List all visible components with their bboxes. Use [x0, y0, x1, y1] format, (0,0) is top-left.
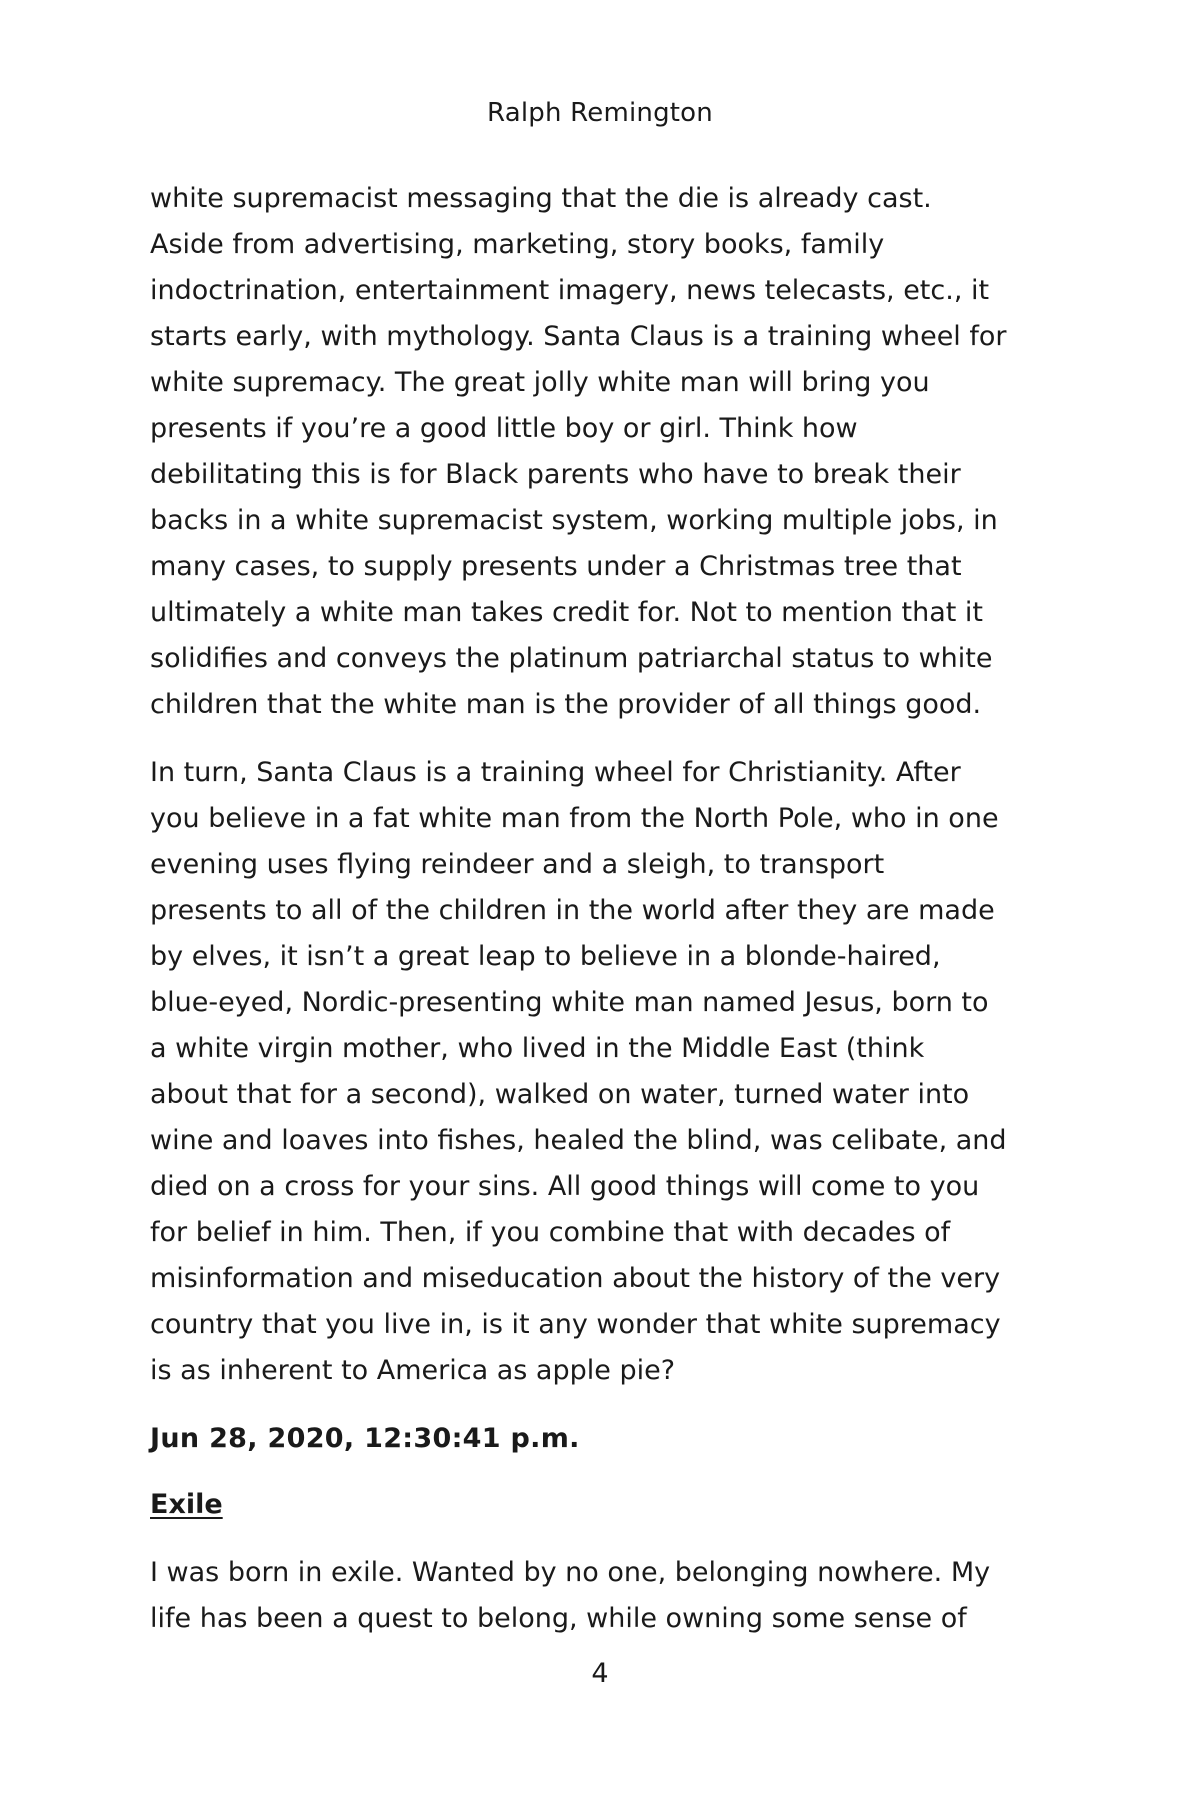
paragraph-line: is as inherent to America as apple pie?	[150, 1355, 676, 1386]
paragraph-line: for belief in him. Then, if you combine that with decades of	[150, 1217, 951, 1248]
paragraph-line: wine and loaves into fishes, healed the blind, was celibate, and	[150, 1125, 1007, 1156]
paragraph-line: white supremacy. The great jolly white man will bring you	[150, 367, 930, 398]
paragraph-line: country that you live in, is it any wonder that white supremacy	[150, 1309, 1001, 1340]
paragraph-line: died on a cross for your sins. All good things will come to you	[150, 1171, 980, 1202]
paragraph-line: I was born in exile. Wanted by no one, belonging nowhere. My	[150, 1557, 991, 1588]
page-number: 4	[591, 1658, 609, 1689]
paragraph-line: ultimately a white man takes credit for. Not to mention that it	[150, 597, 984, 628]
paragraph-line: evening uses flying reindeer and a sleigh, to transport	[150, 849, 885, 880]
paragraph-line: solidifies and conveys the platinum patriarchal status to white	[150, 643, 993, 674]
paragraph-line: children that the white man is the provider of all things good.	[150, 689, 982, 720]
body-text	[150, 176, 1050, 1642]
paragraph-line: In turn, Santa Claus is a training wheel for Christianity. After	[150, 757, 961, 788]
paragraph-line: indoctrination, entertainment imagery, news telecasts, etc., it	[150, 275, 990, 306]
paragraph-line: presents if you’re a good little boy or girl. Think how	[150, 413, 858, 444]
paragraph-line: presents to all of the children in the world after they are made	[150, 895, 995, 926]
paragraph-line: by elves, it isn’t a great leap to believe in a blonde-haired,	[150, 941, 941, 972]
paragraph-line: backs in a white supremacist system, working multiple jobs, in	[150, 505, 998, 536]
section-heading: Exile	[150, 1489, 223, 1520]
running-header-author: Ralph Remington	[487, 98, 713, 128]
paragraph-line: a white virgin mother, who lived in the Middle East (think	[150, 1033, 925, 1064]
paragraph-2	[150, 750, 1050, 1394]
paragraph-line: many cases, to supply presents under a Christmas tree that	[150, 551, 962, 582]
paragraph-line: misinformation and miseducation about the history of the very	[150, 1263, 1001, 1294]
paragraph-line: life has been a quest to belong, while owning some sense of	[150, 1603, 967, 1634]
paragraph-line: white supremacist messaging that the die is already cast.	[150, 183, 932, 214]
paragraph-3	[150, 1550, 1050, 1642]
paragraph-line: you believe in a fat white man from the North Pole, who in one	[150, 803, 999, 834]
paragraph-line: Aside from advertising, marketing, story books, family	[150, 229, 885, 260]
paragraph-1	[150, 176, 1050, 728]
paragraph-line: about that for a second), walked on water, turned water into	[150, 1079, 970, 1110]
paragraph-line: blue-eyed, Nordic-presenting white man named Jesus, born to	[150, 987, 989, 1018]
paragraph-line: debilitating this is for Black parents who have to break their	[150, 459, 961, 490]
entry-timestamp: Jun 28, 2020, 12:30:41 p.m.	[150, 1423, 580, 1454]
paragraph-line: starts early, with mythology. Santa Claus is a training wheel for	[150, 321, 1007, 352]
